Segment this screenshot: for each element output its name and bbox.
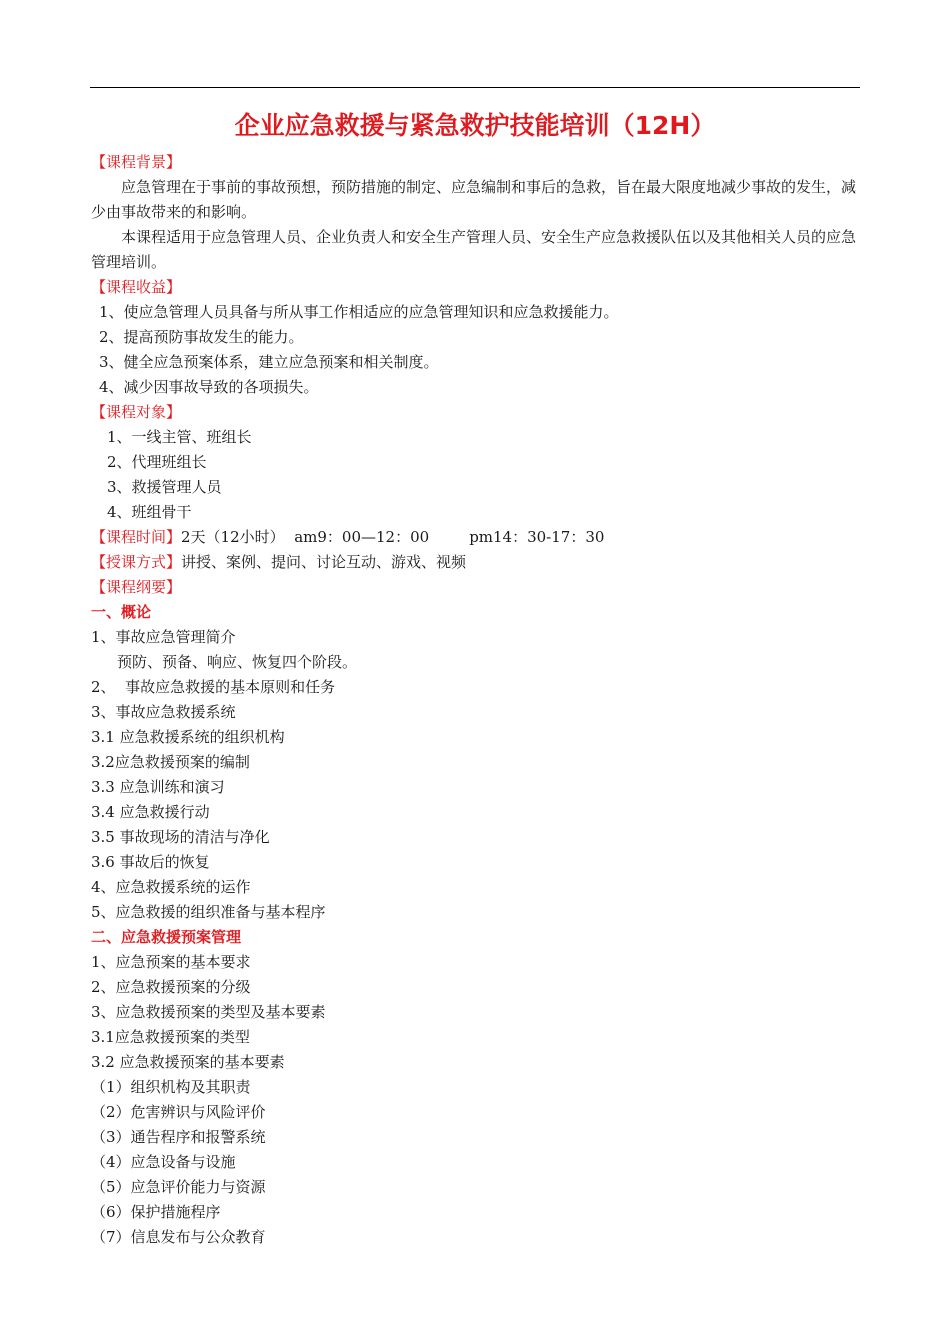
outline-item: 3.1应急救援预案的类型 [91, 1028, 250, 1046]
time-pm: pm14：30-17：30 [469, 528, 605, 546]
outline-item: （7）信息发布与公众教育 [91, 1228, 266, 1246]
section-heading-1: 一、概论 [91, 603, 152, 621]
outline-item: 1、事故应急管理简介 [91, 628, 236, 646]
method-value: 讲授、案例、提问、讨论互动、游戏、视频 [181, 553, 467, 571]
audience-label: 【课程对象】 [91, 403, 182, 421]
outline-item: 3.4 应急救援行动 [91, 803, 210, 821]
outline-item: （6）保护措施程序 [91, 1203, 221, 1221]
document-body [91, 150, 856, 1250]
audience-item: 2、代理班组长 [107, 453, 207, 471]
outline-item: 3、事故应急救援系统 [91, 703, 236, 721]
outline-item: （1）组织机构及其职责 [91, 1078, 251, 1096]
document-title: 企业应急救援与紧急救护技能培训（12H） [234, 111, 716, 140]
outline-item: 3.2应急救援预案的编制 [91, 753, 250, 771]
outline-item: 4、应急救援系统的运作 [91, 878, 251, 896]
header-rule [90, 87, 860, 88]
benefit-item: 4、减少因事故导致的各项损失。 [99, 378, 319, 396]
outline-item: 3.5 事故现场的清洁与净化 [91, 828, 270, 846]
outline-item: （2）危害辨识与风险评价 [91, 1103, 266, 1121]
outline-item: （5）应急评价能力与资源 [91, 1178, 266, 1196]
audience-item: 4、班组骨干 [107, 503, 192, 521]
outline-item: 2、 事故应急救援的基本原则和任务 [91, 678, 336, 696]
section-heading-2: 二、应急救援预案管理 [91, 928, 242, 946]
outline-item: 预防、预备、响应、恢复四个阶段。 [117, 653, 358, 671]
course-time-row [91, 525, 856, 550]
audience-item: 3、救援管理人员 [107, 478, 222, 496]
method-label: 【授课方式】 [91, 553, 182, 571]
audience-item: 1、一线主管、班组长 [107, 428, 252, 446]
time-label: 【课程时间】 [91, 528, 182, 546]
benefit-item: 3、健全应急预案体系，建立应急预案和相关制度。 [99, 353, 439, 371]
benefit-item: 1、使应急管理人员具备与所从事工作相适应的应急管理知识和应急救援能力。 [99, 303, 619, 321]
outline-item: 3.2 应急救援预案的基本要素 [91, 1053, 285, 1071]
background-paragraph-2: 本课程适用于应急管理人员、企业负责人和安全生产管理人员、安全生产应急救援队伍以及其他相关人员的应急管理培训。 [91, 228, 857, 271]
outline-item: 3.1 应急救援系统的组织机构 [91, 728, 285, 746]
benefit-item: 2、提高预防事故发生的能力。 [99, 328, 304, 346]
background-label: 【课程背景】 [91, 153, 182, 171]
outline-item: 5、应急救援的组织准备与基本程序 [91, 903, 326, 921]
background-paragraph-1: 应急管理在于事前的事故预想，预防措施的制定、应急编制和事后的急救，旨在最大限度地减少事故的发生，减少由事故带来的和影响。 [91, 178, 857, 221]
outline-item: 3.6 事故后的恢复 [91, 853, 210, 871]
benefits-label: 【课程收益】 [91, 278, 182, 296]
outline-item: （3）通告程序和报警系统 [91, 1128, 266, 1146]
teaching-method-row [91, 550, 856, 575]
time-duration: 2天（12小时） [181, 528, 285, 546]
outline-item: 3、应急救援预案的类型及基本要素 [91, 1003, 326, 1021]
outline-label: 【课程纲要】 [91, 578, 182, 596]
time-am: am9：00—12：00 [294, 528, 430, 546]
outline-item: 1、应急预案的基本要求 [91, 953, 251, 971]
outline-item: 2、应急救援预案的分级 [91, 978, 251, 996]
outline-item: （4）应急设备与设施 [91, 1153, 236, 1171]
outline-item: 3.3 应急训练和演习 [91, 778, 225, 796]
